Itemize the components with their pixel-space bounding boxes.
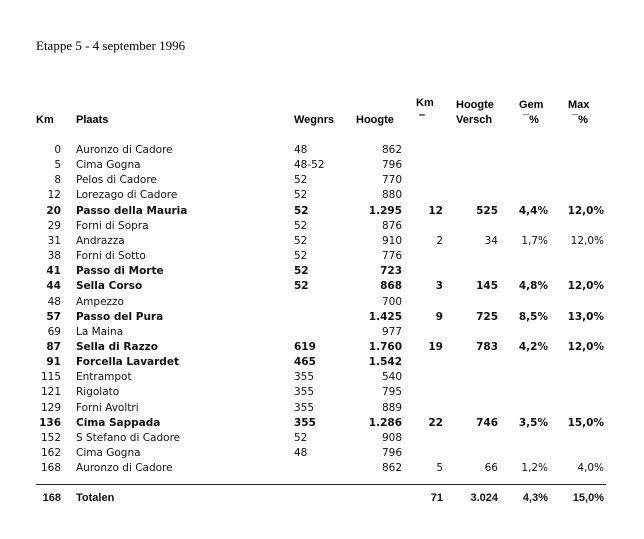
row-gem: 1,2%	[521, 462, 548, 475]
row-km: 57	[46, 310, 61, 323]
header-wegnrs: Wegnrs	[294, 114, 335, 126]
row-wegnrs: 355	[294, 401, 315, 414]
header-gem-unit: ¯%	[523, 114, 539, 126]
row-km: 136	[39, 416, 61, 429]
row-plaats: Sella Corso	[76, 280, 143, 293]
row-km: 115	[40, 371, 61, 384]
row-max: 15,0%	[567, 416, 604, 429]
table-row	[0, 431, 644, 446]
table-row	[0, 340, 644, 355]
row-wegnrs: 465	[294, 356, 316, 369]
table-row	[0, 370, 644, 385]
table-row	[0, 325, 644, 340]
row-km: 38	[47, 250, 61, 263]
row-plaats: Ampezzo	[76, 295, 124, 308]
row-plaats: Passo di Morte	[76, 265, 164, 278]
row-delta-km: 19	[428, 341, 443, 353]
row-hoogte: 868	[380, 280, 402, 293]
row-km: 5	[54, 159, 61, 172]
table-row	[0, 173, 644, 188]
row-km: 20	[46, 204, 61, 217]
header-hoogte-versch-2: Versch	[456, 114, 493, 126]
row-hoogte: 862	[381, 462, 402, 475]
row-hoogte: 977	[381, 325, 402, 338]
row-hoogte: 540	[381, 371, 402, 384]
row-hoogte: 700	[381, 295, 402, 308]
row-wegnrs: 619	[294, 341, 316, 353]
row-hoogte: 1.295	[368, 204, 402, 217]
totals-delta-km: 71	[430, 492, 443, 504]
row-plaats: Forni Avoltri	[76, 401, 139, 414]
row-hoogte: 776	[381, 250, 402, 263]
row-plaats: Cima Gogna	[76, 159, 141, 172]
table-row	[0, 234, 644, 249]
row-delta-km: 3	[435, 280, 443, 293]
row-km: 162	[40, 447, 61, 459]
row-plaats: Auronzo di Cadore	[76, 144, 173, 156]
row-hoogte-versch: 783	[476, 341, 498, 353]
row-gem: 4,2%	[518, 341, 548, 353]
table-row	[0, 416, 644, 431]
row-hoogte: 770	[381, 174, 402, 187]
row-plaats: S Stefano di Cadore	[76, 431, 181, 444]
row-plaats: Auronzo di Cadore	[76, 462, 173, 475]
totals-max: 15,0%	[572, 492, 604, 504]
row-hoogte: 908	[381, 431, 402, 444]
row-gem: 1,7%	[521, 234, 548, 247]
table-row	[0, 295, 644, 310]
row-hoogte: 876	[381, 219, 402, 232]
row-wegnrs: 355	[294, 416, 316, 429]
row-hoogte: 1.542	[368, 356, 402, 369]
row-delta-km: 5	[436, 462, 443, 475]
row-max: 12,0%	[570, 234, 604, 247]
header-max: Max	[568, 99, 590, 111]
row-wegnrs: 52	[294, 431, 308, 444]
header-delta-km: Km	[416, 97, 434, 109]
page-title: Etappe 5 - 4 september 1996	[36, 38, 186, 53]
table-row	[0, 143, 644, 158]
totals-row	[0, 490, 644, 506]
row-km: 121	[40, 386, 61, 399]
row-plaats: Passo del Pura	[76, 310, 164, 323]
row-plaats: Sella di Razzo	[76, 341, 159, 353]
header-hoogte: Hoogte	[356, 114, 394, 126]
row-delta-km: 2	[436, 234, 443, 247]
row-wegnrs: 48-52	[294, 159, 325, 172]
row-km: 129	[40, 401, 61, 414]
table-row	[0, 310, 644, 325]
totals-km: 168	[42, 492, 61, 504]
row-hoogte: 1.286	[368, 416, 402, 429]
row-km: 87	[46, 341, 61, 353]
row-km: 31	[47, 234, 61, 247]
table-row	[0, 158, 644, 173]
row-plaats: Forni di Sopra	[76, 219, 149, 232]
row-wegnrs: 52	[294, 280, 309, 293]
row-hoogte-versch: 725	[476, 310, 498, 323]
row-km: 41	[46, 265, 61, 278]
header-plaats: Plaats	[76, 114, 109, 126]
row-gem: 8,5%	[518, 310, 548, 323]
row-wegnrs: 52	[294, 219, 308, 232]
table-row	[0, 446, 644, 461]
table-row	[0, 204, 644, 219]
row-plaats: Entrampot	[76, 371, 132, 384]
table-row	[0, 249, 644, 264]
totals-divider	[36, 484, 606, 485]
row-wegnrs: 355	[294, 386, 315, 399]
header-delta-km-mark: –	[419, 109, 426, 121]
row-max: 12,0%	[567, 341, 604, 353]
table-row	[0, 188, 644, 203]
row-hoogte-versch: 746	[476, 416, 498, 429]
header-hoogte-versch-1: Hoogte	[456, 99, 494, 111]
row-km: 29	[47, 219, 61, 232]
row-max: 12,0%	[567, 204, 604, 217]
row-hoogte: 796	[381, 159, 402, 172]
row-wegnrs: 52	[294, 265, 309, 278]
row-plaats: Cima Gogna	[76, 447, 141, 459]
row-hoogte: 910	[381, 234, 402, 247]
row-km: 12	[47, 189, 61, 202]
header-km: Km	[36, 114, 54, 126]
row-gem: 4,8%	[518, 280, 548, 293]
row-max: 13,0%	[567, 310, 604, 323]
row-plaats: Pelos di Cadore	[76, 174, 157, 187]
row-wegnrs: 52	[294, 234, 308, 247]
totals-gem: 4,3%	[522, 492, 548, 504]
row-km: 8	[54, 174, 61, 187]
row-hoogte: 880	[381, 189, 402, 202]
row-plaats: Andrazza	[76, 234, 125, 247]
row-wegnrs: 48	[294, 447, 308, 459]
row-hoogte-versch: 525	[476, 204, 498, 217]
table-row	[0, 385, 644, 400]
row-wegnrs: 52	[294, 204, 309, 217]
row-plaats: Rigolato	[76, 386, 120, 399]
row-hoogte: 796	[381, 447, 402, 459]
table-row	[0, 401, 644, 416]
header-gem: Gem	[519, 99, 544, 111]
row-hoogte: 889	[381, 401, 402, 414]
row-gem: 4,4%	[518, 204, 548, 217]
table-row	[0, 264, 644, 279]
row-km: 44	[46, 280, 61, 293]
row-wegnrs: 52	[294, 174, 308, 187]
row-wegnrs: 52	[294, 189, 308, 202]
table-row	[0, 219, 644, 234]
row-plaats: Cima Sappada	[76, 416, 161, 429]
row-km: 48	[47, 295, 61, 308]
row-delta-km: 12	[428, 204, 443, 217]
row-delta-km: 22	[428, 416, 443, 429]
row-delta-km: 9	[435, 310, 443, 323]
row-plaats: Forcella Lavardet	[76, 356, 179, 369]
row-hoogte: 1.760	[368, 341, 402, 353]
row-wegnrs: 48	[294, 144, 308, 156]
table-row	[0, 461, 644, 476]
row-gem: 3,5%	[518, 416, 548, 429]
row-wegnrs: 52	[294, 250, 308, 263]
row-max: 4,0%	[577, 462, 604, 475]
row-plaats: La Maina	[76, 325, 124, 338]
row-hoogte: 723	[380, 265, 402, 278]
table-row	[0, 279, 644, 294]
row-plaats: Lorezago di Cadore	[76, 189, 178, 202]
row-max: 12,0%	[567, 280, 604, 293]
totals-hoogte-versch: 3.024	[470, 492, 498, 504]
row-plaats: Passo della Mauria	[76, 204, 188, 217]
row-hoogte: 1.425	[368, 310, 402, 323]
row-km: 91	[46, 356, 61, 369]
row-km: 0	[54, 144, 61, 156]
row-km: 152	[40, 431, 61, 444]
row-plaats: Forni di Sotto	[76, 250, 146, 263]
row-hoogte: 795	[381, 386, 402, 399]
row-hoogte-versch: 145	[476, 280, 498, 293]
row-km: 168	[40, 462, 61, 475]
row-hoogte: 862	[381, 144, 402, 156]
row-hoogte-versch: 34	[484, 234, 498, 247]
row-wegnrs: 355	[294, 371, 315, 384]
row-hoogte-versch: 66	[484, 462, 498, 475]
row-km: 69	[47, 325, 61, 338]
totals-label: Totalen	[76, 492, 115, 504]
table-row	[0, 355, 644, 370]
header-max-unit: ¯%	[572, 114, 588, 126]
